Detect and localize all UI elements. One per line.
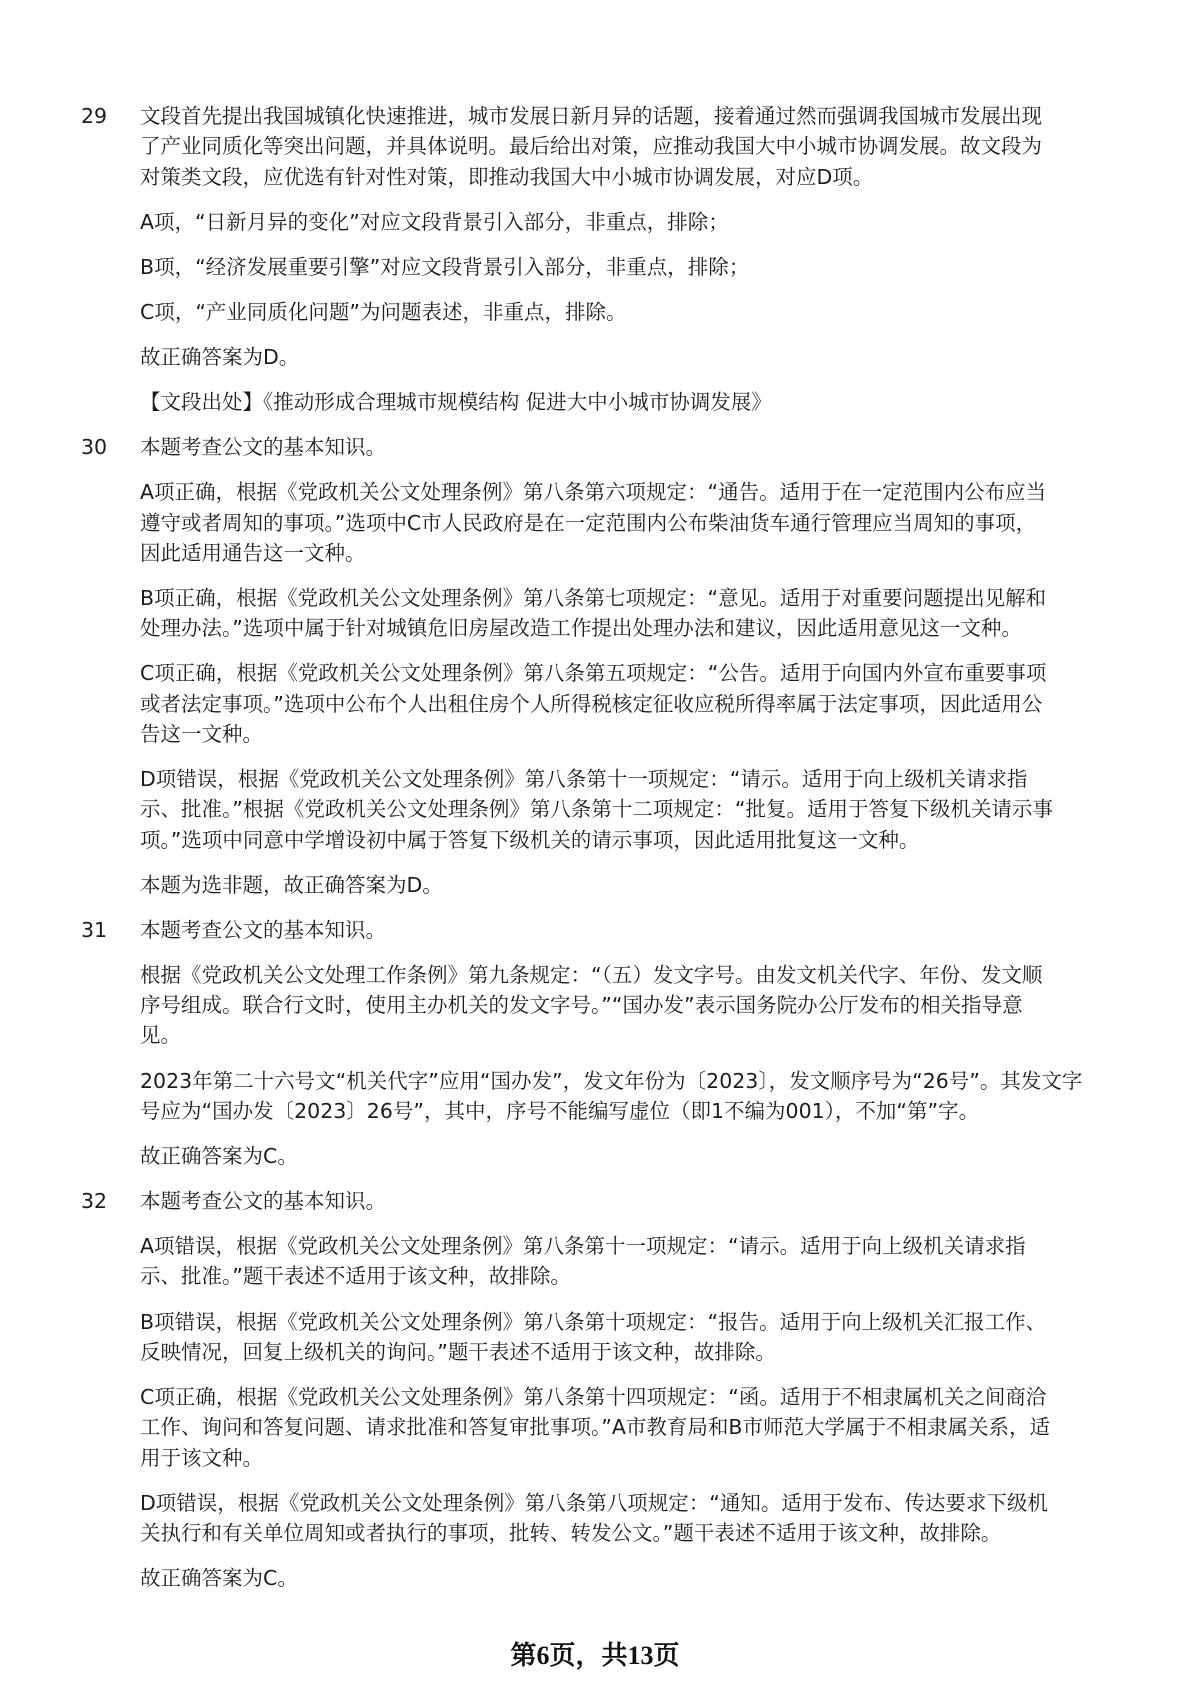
answer-explanations [81,101,1141,1608]
text-line: B项正确，根据《党政机关公文处理条例》第八条第七项规定：“意见。适用于对重要问题提出见解和 [140,585,1047,610]
option-c-analysis [140,1382,1141,1473]
question-body [140,432,1141,915]
text-line: 因此适用通告这一文种。 [140,540,366,565]
text-line: 处理办法。”选项中属于针对城镇危旧房屋改造工作提出处理办法和建议，因此适用意见这一文种。 [140,616,1022,641]
question-31 [81,915,1141,1186]
regulation-citation [140,960,1141,1051]
option-b-analysis [140,583,1141,644]
option-a-analysis [140,1231,1141,1292]
topic-statement [140,432,1141,462]
text-line: 反映情况，回复上级机关的询问。”题干表述不适用于该文种，故排除。 [140,1339,776,1364]
question-30 [81,432,1141,915]
text-line: 本题考查公文的基本知识。 [140,917,386,942]
page-footer: 第6页，共13页 [510,1641,680,1670]
question-number: 29 [81,104,108,128]
text-line: 【文段出处】《推动形成合理城市规模结构 促进大中小城市协调发展》 [140,390,772,415]
text-line: C项正确，根据《党政机关公文处理条例》第八条第十四项规定：“函。适用于不相隶属机关之间商洽 [140,1384,1047,1409]
text-line: 号应为“国办发〔2023〕26号”，其中，序号不能编写虚位（即1不编为001），不加“第”字。 [140,1098,980,1123]
text-line: 本题考查公文的基本知识。 [140,435,386,460]
question-number: 32 [81,1189,108,1214]
text-line: 示、批准。”题干表述不适用于该文种，故排除。 [140,1264,571,1289]
question-29 [81,101,1141,432]
text-line: D项错误，根据《党政机关公文处理条例》第八条第十一项规定：“请示。适用于向上级机关请求指 [140,767,1028,792]
text-line: 根据《党政机关公文处理工作条例》第九条规定：“（五）发文字号。由发文机关代字、年份、发文顺 [140,962,1043,987]
question-number: 31 [81,917,108,942]
passage-source [140,387,1141,417]
text-line: 了产业同质化等突出问题，并具体说明。最后给出对策，应推动我国大中小城市协调发展。故文段为 [140,134,1042,159]
document-number-analysis [140,1066,1141,1127]
correct-answer [140,870,1141,900]
text-line: 故正确答案为C。 [140,1566,298,1591]
topic-statement [140,1186,1141,1216]
text-line: 2023年第二十六号文“机关代字”应用“国办发”，发文年份为〔2023〕，发文顺序号为“26号”。其发文字 [140,1068,1083,1093]
correct-answer [140,1563,1141,1593]
text-line: 本题考查公文的基本知识。 [140,1189,386,1214]
option-b-analysis [140,1307,1141,1368]
text-line: D项错误，根据《党政机关公文处理条例》第八条第八项规定：“通知。适用于发布、传达要求下级机 [140,1490,1048,1515]
topic-statement [140,915,1141,945]
text-line: C项，“产业同质化问题”为问题表述，非重点，排除。 [140,299,627,324]
text-line: 关执行和有关单位周知或者执行的事项，批转、转发公文。”题干表述不适用于该文种，故排除。 [140,1520,1002,1545]
explanation-paragraph [140,101,1141,192]
option-d-analysis [140,1488,1141,1549]
text-line: 本题为选非题，故正确答案为D。 [140,872,443,897]
text-line: 工作、询问和答复问题、请求批准和答复审批事项。”A市教育局和B市师范大学属于不相隶属关系，适 [140,1415,1050,1440]
question-body [140,915,1141,1186]
text-line: 告这一文种。 [140,721,263,746]
text-line: 文段首先提出我国城镇化快速推进，城市发展日新月异的话题，接着通过然而强调我国城市发展出现 [140,104,1042,128]
text-line: 遵守或者周知的事项。”选项中C市人民政府是在一定范围内公布柴油货车通行管理应当周知的事项， [140,510,1037,535]
question-number: 30 [81,435,108,460]
option-d-analysis [140,764,1141,855]
text-line: B项错误，根据《党政机关公文处理条例》第八条第十项规定：“报告。适用于向上级机关汇报工作、 [140,1309,1047,1334]
question-body [140,101,1141,432]
option-a-analysis [140,207,1141,237]
option-b-analysis [140,252,1141,282]
option-c-analysis [140,658,1141,749]
text-line: A项错误，根据《党政机关公文处理条例》第八条第十一项规定：“请示。适用于向上级机关请求指 [140,1234,1026,1259]
text-line: 见。 [140,1023,181,1048]
correct-answer [140,342,1141,372]
text-line: C项正确，根据《党政机关公文处理条例》第八条第五项规定：“公告。适用于向国内外宣布重要事项 [140,661,1047,686]
text-line: A项正确，根据《党政机关公文处理条例》第八条第六项规定：“通告。适用于在一定范围内公布应当 [140,480,1047,505]
text-line: 对策类文段，应优选有针对性对策，即推动我国大中小城市协调发展，对应D项。 [140,164,874,189]
question-body [140,1186,1141,1608]
option-a-analysis [140,477,1141,568]
option-c-analysis [140,297,1141,327]
text-line: A项，“日新月异的变化”对应文段背景引入部分，非重点，排除； [140,209,729,234]
correct-answer [140,1141,1141,1171]
text-line: 序号组成。联合行文时，使用主办机关的发文字号。”“国办发”表示国务院办公厅发布的相关指导意 [140,993,1023,1018]
text-line: 故正确答案为C。 [140,1143,298,1168]
text-line: 故正确答案为D。 [140,344,300,369]
text-line: 用于该文种。 [140,1445,263,1470]
text-line: B项，“经济发展重要引擎”对应文段背景引入部分，非重点，排除； [140,254,750,279]
text-line: 或者法定事项。”选项中公布个人出租住房个人所得税核定征收应税所得率属于法定事项，因此适用公 [140,691,1043,716]
question-32 [81,1186,1141,1608]
text-line: 项。”选项中同意中学增设初中属于答复下级机关的请示事项，因此适用批复这一文种。 [140,827,920,852]
text-line: 示、批准。”根据《党政机关公文处理条例》第八条第十二项规定：“批复。适用于答复下级机关请示事 [140,797,1053,822]
